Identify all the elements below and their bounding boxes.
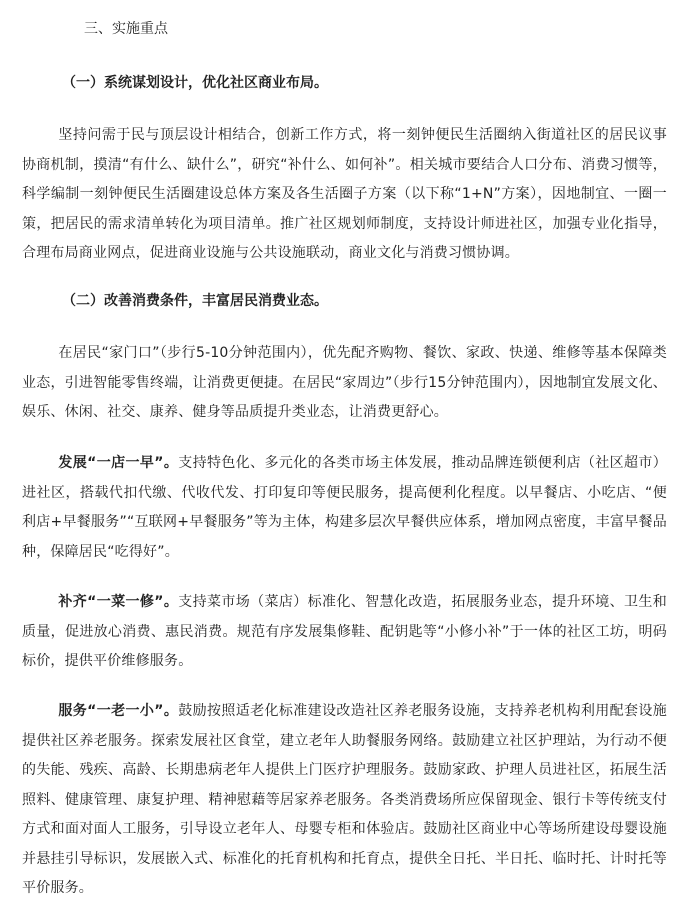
sub-heading-1: （一）系统谋划设计，优化社区商业布局。 xyxy=(62,75,328,91)
paragraph-4-body: 支持菜市场（菜店）标准化、智慧化改造，拓展服务业态，提升环境、卫生和质量，促进放心消费、惠民消费。规范有序发展集修鞋、配钥匙等“小修小补”于一体的社区工坊，明码标价，提供平价维修服务。 xyxy=(22,594,667,669)
paragraph-2: 在居民“家门口”（步行5-10分钟范围内），优先配齐购物、餐饮、家政、快递、维修等基本保障类业态，引进智能零售终端，让消费更便捷。在居民“家周边”（步行15分钟范围内），因地制宜发展文化、娱乐、休闲、社交、康养、健身等品质提升类业态，让消费更舒心。 xyxy=(22,345,667,420)
paragraph-5-body: 鼓励按照适老化标准建设改造社区养老服务设施，支持养老机构利用配套设施提供社区养老服务。探索发展社区食堂，建立老年人助餐服务网络。鼓励建立社区护理站，为行动不便的失能、残疾、高龄、长期患病老年人提供上门医疗护理服务。鼓励家政、护理人员进社区，拓展生活照料、健康管理、康复护理、精神慰藉等居家养老服务。各类消费场所应保留现金、银行卡等传统支付方式和面对面人工服务，引导设立老年人、母婴专柜和体验店。鼓励社区商业中心等场所建设母婴设施并悬挂引导标识，发展嵌入式、标准化的托育机构和托育点，提供全日托、半日托、临时托、计时托等平价服务。 xyxy=(22,703,667,896)
section-title: 三、实施重点 xyxy=(84,21,168,37)
paragraph-4-lead: 补齐“一菜一修”。 xyxy=(58,594,179,610)
paragraph-3-body: 支持特色化、多元化的各类市场主体发展，推动品牌连锁便利店（社区超市）进社区，搭载代扣代缴、代收代发、打印复印等便民服务，提高便利化程度。以早餐店、小吃店、“便利店+早餐服务”“互联网+早餐服务”等为主体，构建多层次早餐供应体系，增加网点密度，丰富早餐品种，保障居民“吃得好”。 xyxy=(22,455,667,560)
paragraph-5 xyxy=(22,697,667,904)
paragraph-5-lead: 服务“一老一小”。 xyxy=(58,703,179,719)
paragraph-3-lead: 发展“一店一早”。 xyxy=(58,455,179,471)
paragraph-1: 坚持问需于民与顶层设计相结合，创新工作方式，将一刻钟便民生活圈纳入街道社区的居民议事协商机制，摸清“有什么、缺什么”，研究“补什么、如何补”。相关城市要结合人口分布、消费习惯等，科学编制一刻钟便民生活圈建设总体方案及各生活圈子方案（以下称“1+N”方案），因地制宜、一圈一策，把居民的需求清单转化为项目清单。推广社区规划师制度，支持设计师进社区，加强专业化指导，合理布局商业网点，促进商业设施与公共设施联动，商业文化与消费习惯协调。 xyxy=(22,127,667,261)
paragraph-3 xyxy=(22,449,667,567)
sub-heading-2: （二）改善消费条件，丰富居民消费业态。 xyxy=(62,293,328,309)
paragraph-4 xyxy=(22,588,667,677)
